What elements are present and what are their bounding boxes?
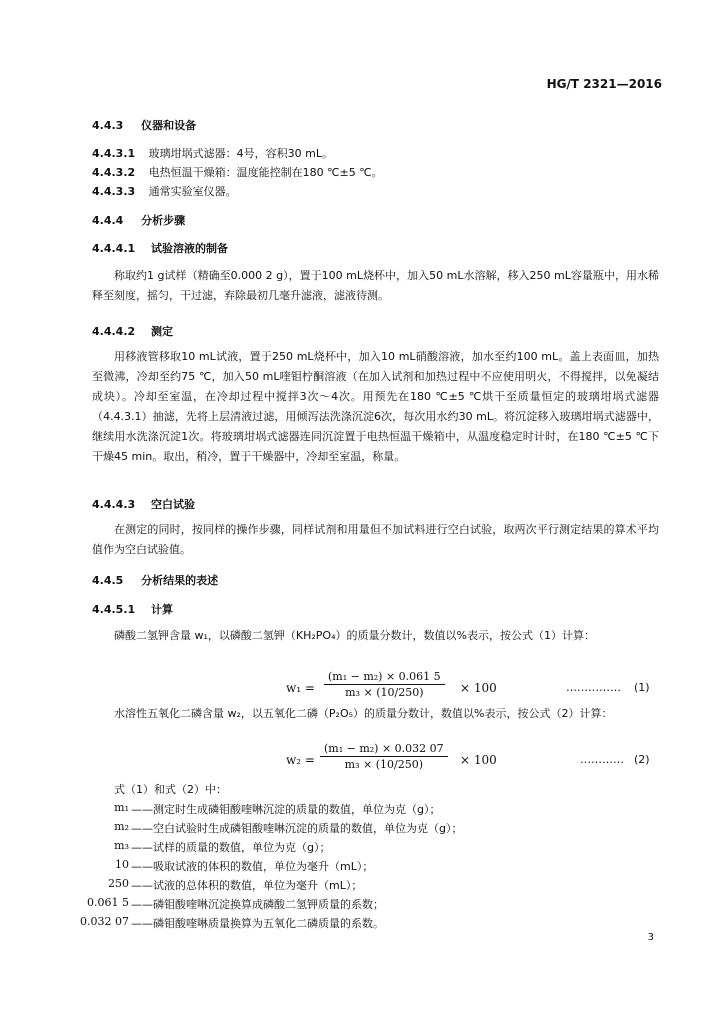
definition-text: ——磷钼酸喹啉沉淀换算成磷酸二氢钾质量的系数；	[131, 898, 384, 911]
section-number: 4.4.3	[92, 119, 124, 132]
formula-fraction	[320, 742, 448, 771]
formula-denominator: m₃ × (10/250)	[344, 758, 423, 771]
formula-multiplier: × 100	[460, 681, 497, 695]
definition-symbol: 0.061 5	[87, 896, 129, 909]
section-number: 4.4.4.1	[92, 242, 136, 255]
clause-text: 电热恒温干燥箱：温度能控制在180 ℃±5 ℃。	[148, 166, 383, 179]
section-title: 分析结果的表述	[141, 574, 219, 587]
formula-numerator: (m₁ − m₂) × 0.061 5	[324, 670, 445, 685]
definition-text: ——空白试验时生成磷钼酸喹啉沉淀的质量的数值，单位为克（g）；	[131, 822, 463, 835]
page-number: 3	[647, 932, 654, 943]
formula-lhs: w₁ =	[286, 681, 315, 695]
paragraph: 水溶性五氧化二磷含量 w₂，以五氧化二磷（P₂O₅）的质量分数计，数值以%表示，按公式（2）计算：	[114, 707, 613, 720]
clause-number: 4.4.3.2	[92, 166, 136, 179]
definition-text: ——磷钼酸喹啉质量换算为五氧化二磷质量的系数。	[131, 917, 384, 930]
section-title: 测定	[151, 325, 173, 338]
definition-text: ——测定时生成磷钼酸喹啉沉淀的质量的数值，单位为克（g）；	[131, 803, 441, 816]
formula-lhs: w₂ =	[286, 753, 315, 767]
subsection-heading	[92, 323, 173, 339]
formula-fraction	[324, 670, 445, 699]
clause	[92, 164, 383, 180]
section-title: 仪器和设备	[141, 119, 197, 132]
definition-symbol: 250	[108, 877, 129, 890]
formula-multiplier: × 100	[460, 753, 497, 767]
definition-symbol: 0.032 07	[80, 915, 129, 928]
section-heading	[92, 117, 196, 133]
section-number: 4.4.5	[92, 574, 124, 587]
section-title: 空白试验	[151, 498, 195, 511]
section-title: 计算	[151, 603, 173, 616]
clause-text: 通常实验室仪器。	[148, 185, 237, 198]
definition-symbol: m₁	[114, 801, 129, 814]
definition-symbol: 10	[115, 858, 129, 871]
formula-numerator: (m₁ − m₂) × 0.032 07	[320, 742, 448, 757]
paragraph: 称取约1 g试样（精确至0.000 2 g），置于100 mL烧杯中，加入50 mL水溶解，移入250 mL容量瓶中，用水稀释至刻度，摇匀，干过滤，弃除最初几毫升滤液，滤液待测。	[92, 269, 659, 302]
formula-leader-dots: …………	[580, 753, 624, 766]
definition-symbol: m₃	[114, 839, 129, 852]
definition-text: ——试样的质量的数值，单位为克（g）；	[131, 841, 331, 854]
subsection-heading	[92, 496, 195, 512]
formula-leader-dots: ……………	[566, 681, 621, 694]
clause-number: 4.4.3.3	[92, 185, 136, 198]
definition-text: ——试液的总体积的数值，单位为毫升（mL）；	[131, 879, 363, 892]
clause-text: 玻璃坩埚式滤器：4号，容积30 mL。	[148, 147, 333, 160]
subsection-heading	[92, 601, 173, 617]
formula-label: (2)	[634, 753, 650, 766]
formula-label: (1)	[634, 681, 650, 694]
section-number: 4.4.5.1	[92, 603, 136, 616]
section-number: 4.4.4.2	[92, 325, 136, 338]
clause	[92, 145, 333, 161]
section-title: 分析步骤	[141, 214, 186, 227]
formula-denominator: m₃ × (10/250)	[345, 686, 424, 699]
where-intro: 式（1）和式（2）中：	[114, 783, 227, 796]
paragraph: 磷酸二氢钾含量 w₁，以磷酸二氢钾（KH₂PO₄）的质量分数计，数值以%表示，按公式（1）计算：	[114, 629, 595, 642]
section-title: 试验溶液的制备	[151, 242, 228, 255]
definition-symbol: m₂	[114, 820, 129, 833]
clause-number: 4.4.3.1	[92, 147, 136, 160]
standard-number: HG/T 2321—2016	[546, 77, 662, 91]
section-heading	[92, 212, 185, 228]
section-heading	[92, 572, 218, 588]
section-number: 4.4.4.3	[92, 498, 136, 511]
clause	[92, 183, 237, 199]
section-number: 4.4.4	[92, 214, 124, 227]
paragraph: 用移液管移取10 mL试液，置于250 mL烧杯中，加入10 mL硝酸溶液，加水至约100 mL。盖上表面皿，加热至微沸，冷却至约75 ℃，加入50 mL喹钼柠酮溶液（在加入试剂和加热过程中不应使用明火，不得搅拌，以免凝结成块）。冷却至室温，在冷却过程中搅拌3次～4次。用预先在180 ℃±5 ℃烘干至质量恒定的玻璃坩埚式滤器（4.4.3.1）抽滤，先将上层清液过滤，用倾泻法洗涤沉淀6次，每次用水约30 mL。将沉淀移入玻璃坩埚式滤器中，继续用水洗涤沉淀1次。将玻璃坩埚式滤器连同沉淀置于电热恒温干燥箱中，从温度稳定时计时，在180 ℃±5 ℃下干燥45 min。取出，稍冷，置于干燥器中，冷却至室温，称量。	[92, 350, 659, 463]
definition-text: ——吸取试液的体积的数值，单位为毫升（mL）；	[131, 860, 374, 873]
subsection-heading	[92, 240, 228, 256]
paragraph: 在测定的同时，按同样的操作步骤，同样试剂和用量但不加试料进行空白试验，取两次平行测定结果的算术平均值作为空白试验值。	[92, 523, 659, 556]
